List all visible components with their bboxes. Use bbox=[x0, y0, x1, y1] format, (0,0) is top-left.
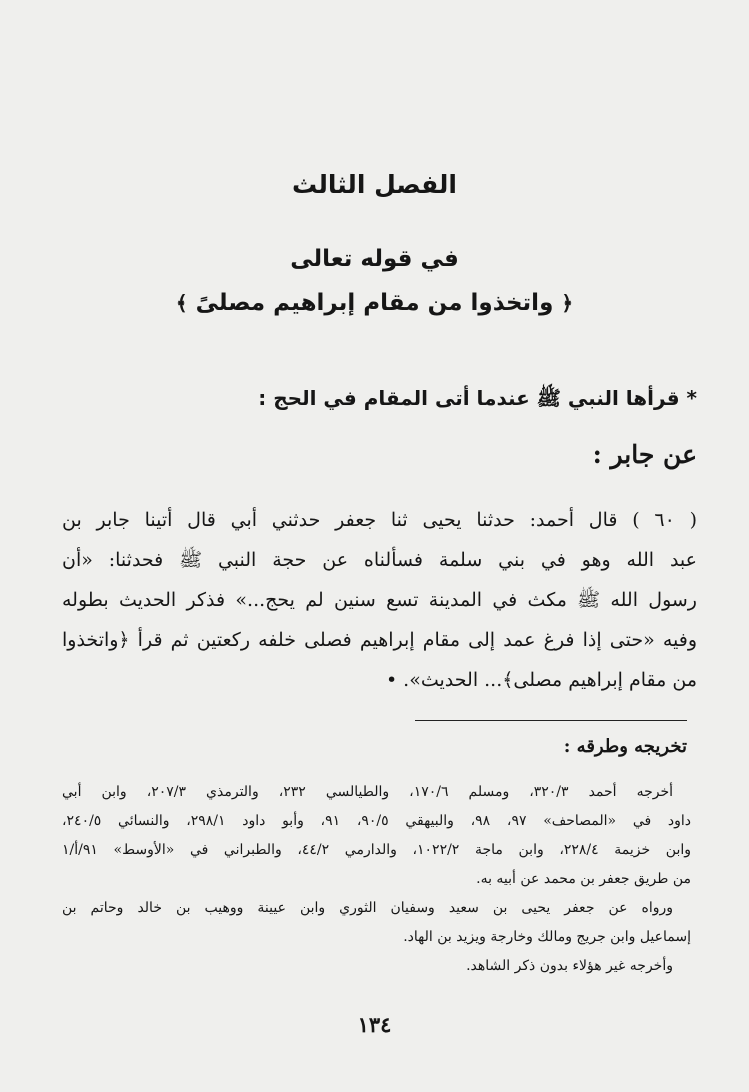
chapter-subtitle-line1: في قوله تعالى bbox=[290, 246, 459, 272]
verse-bracket-open: ﴿ bbox=[561, 291, 574, 315]
body-line: وفيه «حتى إذا فرغ عمد إلى مقام إبراهيم فصلى خلفه ركعتين ثم قرأ ﴿واتخذوا bbox=[62, 629, 697, 651]
verse-text: واتخذوا من مقام إبراهيم مصلىً bbox=[195, 290, 554, 316]
note-line: من طريق جعفر بن محمد عن أبيه به. bbox=[476, 871, 691, 887]
note-line: إسماعيل وابن جريج ومالك وخارجة ويزيد بن الهاد. bbox=[403, 929, 691, 945]
note-line: أخرجه أحمد ٣٢٠/٣، ومسلم ١٧٠/٦، والطيالسي ٢٣٢، والترمذي ٢٠٧/٣، وابن أبي bbox=[62, 784, 673, 800]
note-line: وأخرجه غير هؤلاء بدون ذكر الشاهد. bbox=[466, 958, 673, 974]
takhrij-notes bbox=[62, 778, 691, 981]
section-heading: * قرأها النبي ﷺ عندما أتى المقام في الحج : bbox=[258, 386, 697, 410]
takhrij-heading: تخريجه وطرقه : bbox=[563, 736, 687, 757]
body-line: عبد الله وهو في بني سلمة فسألناه عن حجة النبي ﷺ فحدثنا: «أن bbox=[62, 549, 697, 571]
note-line: وابن خزيمة ٢٢٨/٤، وابن ماجة ١٠٢٢/٢، والدارمي ٤٤/٢، والطبراني في «الأوسط» ٩١/أ/١ bbox=[62, 842, 691, 858]
verse-bracket-close: ﴾ bbox=[175, 291, 188, 315]
narrator-heading: عن جابر : bbox=[592, 440, 697, 469]
footnote-divider bbox=[415, 720, 687, 721]
hadith-body bbox=[62, 500, 697, 700]
note-line: داود في «المصاحف» ٩٧، ٩٨، والبيهقي ٩٠/٥، ٩١، وأبو داود ٢٩٨/١، والنسائي ٢٤٠/٥، bbox=[62, 813, 692, 829]
body-line: رسول الله ﷺ مكث في المدينة تسع سنين لم يحج...» فذكر الحديث بطوله bbox=[62, 589, 697, 611]
body-line: ( ٦٠ ) قال أحمد: حدثنا يحيى ثنا جعفر حدثني أبي قال أتينا جابر بن bbox=[62, 509, 698, 531]
body-line: من مقام إبراهيم مصلى﴾... الحديث». • bbox=[385, 669, 697, 691]
note-line: ورواه عن جعفر يحيى بن سعيد وسفيان الثوري وابن عيينة ووهيب بن خالد وحاتم بن bbox=[62, 900, 673, 916]
page-number: ١٣٤ bbox=[357, 1012, 392, 1037]
chapter-title: الفصل الثالث bbox=[291, 170, 457, 199]
chapter-subtitle-verse bbox=[0, 290, 749, 316]
